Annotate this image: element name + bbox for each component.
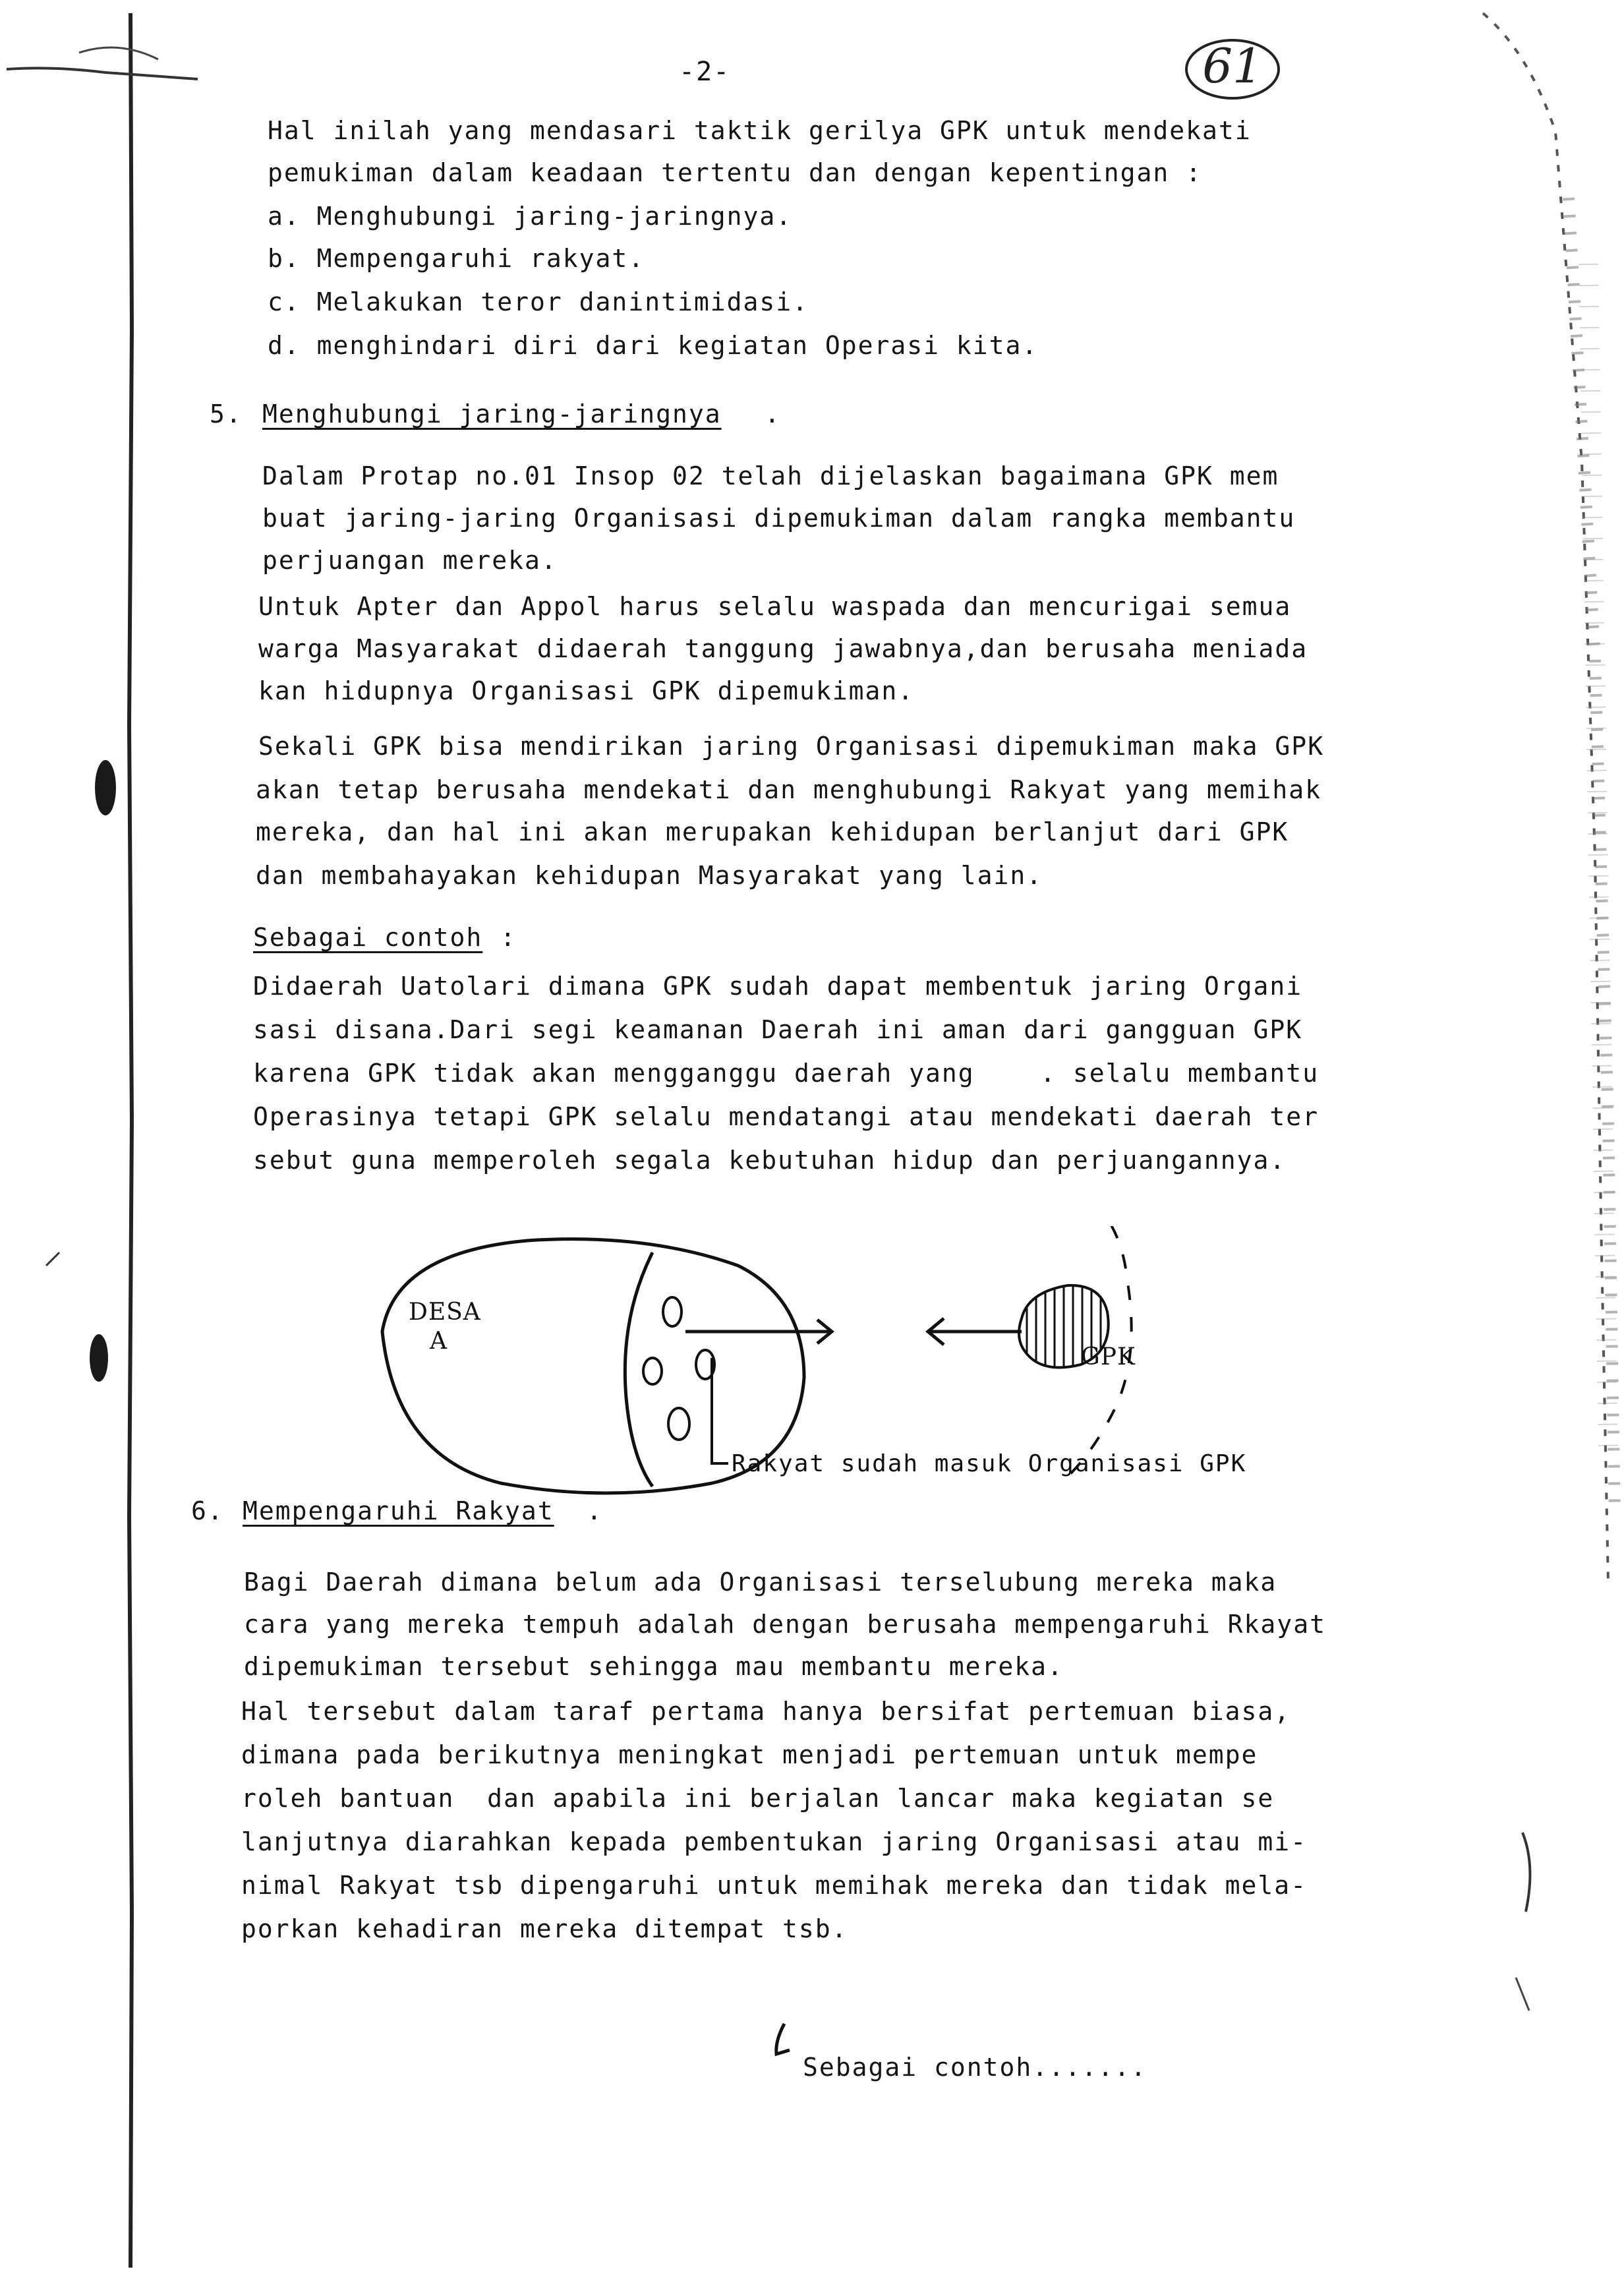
gpk-label: GPK <box>1081 1343 1136 1370</box>
paragraph-line: akan tetap berusaha mendekati dan menghubungi Rakyat yang memihak <box>256 775 1322 804</box>
section-5-heading: Menghubungi jaring-jaringnya <box>262 399 722 428</box>
list-item: c. Melakukan teror danintimidasi. <box>268 287 809 316</box>
paragraph-line: Sekali GPK bisa mendirikan jaring Organisasi dipemukiman maka GPK <box>258 732 1325 761</box>
section-6-heading-end: . <box>587 1496 603 1525</box>
caption-pointer <box>712 1358 728 1463</box>
paragraph-line: roleh bantuan dan apabila ini berjalan lancar maka kegiatan se <box>241 1784 1275 1813</box>
section-5-number: 5. <box>210 399 243 428</box>
organized-sector <box>625 1252 652 1486</box>
paragraph-line: dimana pada berikutnya meningkat menjadi pertemuan untuk mempe <box>241 1740 1258 1769</box>
paragraph-line: Operasinya tetapi GPK selalu mendatangi atau mendekati daerah ter <box>253 1102 1320 1131</box>
paragraph-line: Didaerah Uatolari dimana GPK sudah dapat membentuk jaring Organi <box>253 972 1303 1001</box>
diagram-caption: Rakyat sudah masuk Organisasi GPK <box>732 1450 1247 1477</box>
list-item: d. menghindari diri dari kegiatan Operasi kita. <box>268 331 1039 360</box>
folio-number: 61 <box>1202 38 1263 94</box>
continuation-mark <box>770 2021 794 2061</box>
paragraph-line: Hal tersebut dalam taraf pertama hanya bersifat pertemuan biasa, <box>241 1697 1291 1726</box>
example-heading: Sebagai contoh <box>253 923 483 952</box>
paragraph-line: kan hidupnya Organisasi GPK dipemukiman. <box>258 676 915 705</box>
section-6-heading: Mempengaruhi Rakyat <box>243 1496 554 1525</box>
continuation-text: Sebagai contoh....... <box>803 2053 1147 2082</box>
paragraph-line: Bagi Daerah dimana belum ada Organisasi terselubung mereka maka <box>244 1568 1277 1597</box>
paragraph-line: dipemukiman tersebut sehingga mau membantu mereka. <box>244 1652 1064 1681</box>
intro-line: Hal inilah yang mendasari taktik gerilya GPK untuk mendekati <box>268 116 1252 145</box>
household-shape <box>663 1297 682 1326</box>
paragraph-line: porkan kehadiran mereka ditempat tsb. <box>241 1914 848 1943</box>
village-label-letter: A <box>430 1328 448 1355</box>
list-item: b. Mempengaruhi rakyat. <box>268 244 645 273</box>
section-5-heading-end: . <box>765 399 781 428</box>
paragraph-line: Dalam Protap no.01 Insop 02 telah dijelaskan bagaimana GPK mem <box>262 461 1279 490</box>
paragraph-line: buat jaring-jaring Organisasi dipemukiman dalam rangka membantu <box>262 504 1296 533</box>
village-diagram <box>369 1226 1345 1516</box>
household-shape <box>643 1358 662 1384</box>
example-heading-colon: : <box>484 923 517 952</box>
paragraph-line: mereka, dan hal ini akan merupakan kehidupan berlanjut dari GPK <box>256 817 1289 846</box>
paragraph-line: karena GPK tidak akan mengganggu daerah yang . selalu membantu <box>253 1059 1320 1088</box>
paragraph-line: sebut guna memperoleh segala kebutuhan hidup dan perjuangannya. <box>253 1146 1287 1175</box>
village-label: DESA <box>409 1299 481 1326</box>
paragraph-line: lanjutnya diarahkan kepada pembentukan jaring Organisasi atau mi- <box>241 1827 1308 1856</box>
paragraph-line: warga Masyarakat didaerah tanggung jawabnya,dan berusaha meniada <box>258 634 1308 663</box>
paragraph-line: nimal Rakyat tsb dipengaruhi untuk memihak mereka dan tidak mela- <box>241 1871 1308 1900</box>
intro-line: pemukiman dalam keadaan tertentu dan dengan kepentingan : <box>268 158 1203 187</box>
page-number: -2- <box>679 57 731 87</box>
section-6-number: 6. <box>191 1496 224 1525</box>
list-item: a. Menghubungi jaring-jaringnya. <box>268 202 793 231</box>
paragraph-line: cara yang mereka tempuh adalah dengan berusaha mempengaruhi Rkayat <box>244 1610 1326 1639</box>
paragraph-line: perjuangan mereka. <box>262 546 558 575</box>
household-shape <box>668 1408 689 1440</box>
paragraph-line: sasi disana.Dari segi keamanan Daerah ini aman dari gangguan GPK <box>253 1015 1303 1044</box>
paragraph-line: dan membahayakan kehidupan Masyarakat yang lain. <box>256 861 1043 890</box>
paragraph-line: Untuk Apter dan Appol harus selalu waspada dan mencurigai semua <box>258 592 1292 621</box>
